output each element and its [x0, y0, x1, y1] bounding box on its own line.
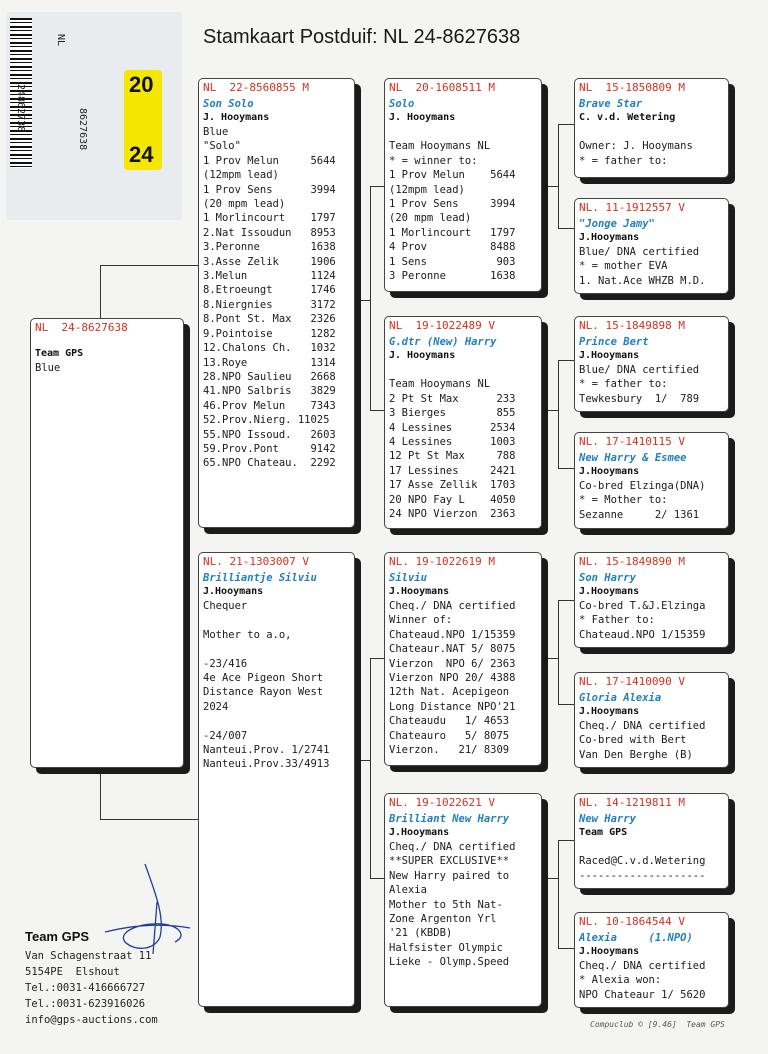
info-line: 1 Sens 903	[389, 255, 516, 268]
pigeon-name: Brave Star	[579, 98, 643, 110]
year-bottom: 24	[129, 142, 154, 167]
info-line	[389, 363, 537, 377]
ring-number: NL 20-1608511 M	[389, 81, 495, 94]
footer-address: Van Schagenstraat 11	[25, 950, 152, 962]
info-line: '21 (KBDB)	[389, 927, 453, 940]
info-line: **SUPER EXCLUSIVE**	[389, 855, 510, 868]
info-line: Team Hooymans NL	[389, 378, 491, 391]
info-line: Raced@C.v.d.Wetering	[579, 855, 706, 868]
pigeon-card-dd	[384, 793, 542, 1007]
info-line: Nanteui.Prov.33/4913	[203, 758, 330, 771]
info-line: Cheq./ DNA certified	[389, 600, 516, 612]
footer-phone-2: Tel.:0031-623916026	[25, 998, 146, 1010]
owner: J.Hooymans	[579, 706, 640, 717]
info-line: Mother to 5th Nat-	[389, 898, 503, 911]
info-lines	[579, 840, 724, 883]
owner: C. v.d. Wetering	[579, 112, 676, 123]
info-lines	[579, 599, 724, 642]
pigeon-name: Alexia (1.NPO)	[579, 932, 693, 944]
pigeon-name: Silviu	[389, 572, 427, 584]
info-lines	[579, 959, 724, 1002]
ring-number: NL 19-1022489 V	[389, 319, 495, 332]
color: Blue	[35, 362, 61, 374]
pigeon-card-sds	[574, 316, 729, 412]
ring-number: NL 22-8560855 M	[203, 81, 309, 94]
info-line: Cheq./ DNA certified	[389, 841, 516, 853]
info-line: * = father to:	[579, 154, 668, 167]
info-line: 2.Nat Issoudun 8953	[203, 226, 336, 239]
pigeon-name: Brilliant New Harry	[389, 813, 510, 825]
pigeon-card-sire	[198, 78, 355, 528]
pigeon-name: New Harry	[579, 813, 636, 825]
info-line: 9.Pointoise 1282	[203, 327, 336, 340]
info-line: * Father to:	[579, 614, 655, 627]
info-line: 1 Morlincourt 1797	[203, 212, 336, 225]
owner: J.Hooymans	[389, 827, 450, 838]
owner: J. Hooymans	[389, 350, 456, 361]
info-lines	[579, 125, 724, 168]
info-lines	[389, 599, 537, 757]
info-line: 4 Prov 8488	[389, 241, 516, 254]
pigeon-card-sdd	[574, 432, 729, 529]
pigeon-name: Son Solo	[203, 98, 254, 110]
info-line: Co-bred with Bert	[579, 734, 687, 747]
info-line: Co-bred Elzinga(DNA)	[579, 480, 706, 492]
info-line: 41.NPO Salbris 3829	[203, 385, 336, 398]
year-top: 20	[129, 72, 154, 97]
footer-company-name: Team GPS	[25, 929, 90, 944]
ring-number: NL. 19-1022621 V	[389, 796, 495, 809]
info-lines	[579, 479, 724, 522]
info-line: 3.Asse Zelik 1906	[203, 255, 336, 268]
owner: J. Hooymans	[389, 112, 456, 123]
ring-number: NL. 17-1410115 V	[579, 435, 685, 448]
info-line: 2024	[203, 700, 229, 713]
info-line	[579, 125, 724, 139]
info-line: Chateaudu 1/ 4653	[389, 715, 510, 728]
owner: J.Hooymans	[579, 350, 640, 361]
page-title: Stamkaart Postduif: NL 24-8627638	[203, 26, 521, 48]
info-line: Team Hooymans NL	[389, 140, 491, 153]
info-line: 65.NPO Chateau. 2292	[203, 457, 336, 470]
info-line: * Alexia won:	[579, 974, 662, 987]
info-line: New Harry paired to	[389, 869, 510, 882]
pigeon-card-ds	[384, 552, 542, 766]
pigeon-name: Brilliantje Silviu	[203, 572, 317, 584]
owner: J.Hooymans	[579, 466, 640, 477]
footer-city: 5154PE Elshout	[25, 966, 120, 978]
info-line: 1 Prov Sens 3994	[389, 198, 516, 211]
ring-number: NL. 15-1849890 M	[579, 555, 685, 568]
owner: J.Hooymans	[389, 586, 450, 597]
info-line: "Solo"	[203, 140, 241, 153]
owner: J. Hooymans	[203, 112, 270, 123]
owner: J.Hooymans	[203, 586, 264, 597]
label-ring-vertical: 24862738	[15, 84, 26, 133]
info-line: -23/416	[203, 657, 248, 670]
info-line: Blue	[203, 126, 229, 138]
pigeon-name: G.dtr (New) Harry	[389, 336, 497, 348]
info-line: (12mpm lead)	[389, 183, 465, 196]
info-line: Blue/ DNA certified	[579, 364, 700, 376]
ring-number: NL. 11-1912557 V	[579, 201, 685, 214]
info-line: 17 Asse Zellik 1703	[389, 479, 516, 492]
info-line: 3.Melun 1124	[203, 270, 336, 283]
info-lines	[389, 363, 537, 521]
info-line: 59.Prov.Pont 9142	[203, 442, 336, 455]
info-line: Sezanne 2/ 1361	[579, 508, 700, 521]
owner: Team GPS	[579, 827, 628, 838]
info-line: Chateaud.NPO 1/15359	[389, 628, 516, 641]
info-line: Co-bred T.&J.Elzinga	[579, 600, 706, 612]
pigeon-name: Gloria Alexia	[579, 692, 662, 704]
info-line: Nanteui.Prov. 1/2741	[203, 744, 330, 757]
info-line: 24 NPO Vierzon 2363	[389, 508, 516, 521]
info-line: Lieke - Olymp.Speed	[389, 956, 510, 969]
info-line: 3 Bierges 855	[389, 407, 516, 420]
ring-number: NL 24-8627638	[35, 321, 128, 334]
pigeon-card-subject	[30, 318, 184, 768]
info-line: * = father to:	[579, 378, 668, 391]
info-line: 1. Nat.Ace WHZB M.D.	[579, 274, 706, 287]
pigeon-card-dam	[198, 552, 355, 1007]
info-lines	[389, 840, 537, 970]
info-line: Van Den Berghe (B)	[579, 748, 693, 761]
pigeon-name: Prince Bert	[579, 336, 649, 348]
ring-number: NL. 14-1219811 M	[579, 796, 685, 809]
owner: J.Hooymans	[579, 232, 640, 243]
info-line: 4 Lessines 2534	[389, 421, 516, 434]
info-line: 3.Peronne 1638	[203, 241, 336, 254]
pigeon-name: Solo	[389, 98, 415, 110]
info-line: 12 Pt St Max 788	[389, 450, 516, 463]
info-line: (12mpm lead)	[203, 169, 279, 182]
software-credit: Compuclub © [9.46] Team GPS	[590, 1020, 725, 1029]
ring-number: NL. 10-1864544 V	[579, 915, 685, 928]
info-line: Cheq./ DNA certified	[579, 720, 706, 732]
info-line: 4 Lessines 1003	[389, 436, 516, 449]
info-line: -24/007	[203, 729, 248, 742]
pigeon-name: New Harry & Esmee	[579, 452, 687, 464]
ring-number: NL. 21-1303007 V	[203, 555, 309, 568]
info-line: 8.Etroeungt 1746	[203, 284, 336, 297]
info-line: 1 Morlincourt 1797	[389, 226, 516, 239]
info-line: 1 Prov Melun 5644	[203, 154, 336, 167]
info-lines	[579, 245, 724, 288]
info-line: * = winner to:	[389, 154, 478, 167]
info-line	[389, 125, 537, 139]
info-line: 1 Prov Melun 5644	[389, 169, 516, 182]
info-lines	[579, 363, 724, 406]
info-line: Halfsister Olympic	[389, 941, 503, 954]
pigeon-card-dsd	[574, 672, 729, 768]
ring-number: NL. 15-1849898 M	[579, 319, 685, 332]
info-lines	[579, 719, 724, 762]
info-line	[203, 642, 350, 656]
info-line: 52.Prov.Nierg. 11025	[203, 414, 330, 427]
info-line: Zone Argenton Yrl	[389, 913, 497, 926]
info-line: Chateaud.NPO 1/15359	[579, 628, 706, 641]
info-line: Vierzon NPO 20/ 4388	[389, 672, 516, 685]
info-line	[579, 840, 724, 854]
signature	[95, 862, 195, 958]
info-line: 12th Nat. Acepigeon	[389, 686, 510, 699]
info-line: Alexia	[389, 884, 427, 897]
footer-email[interactable]: info@gps-auctions.com	[25, 1014, 158, 1026]
info-line: Owner: J. Hooymans	[579, 140, 693, 153]
ring-number: NL 15-1850809 M	[579, 81, 685, 94]
info-line: --------------------	[579, 869, 706, 882]
pigeon-card-ssd	[574, 198, 729, 294]
pigeon-card-dds	[574, 793, 729, 889]
footer-phone-1: Tel.:0031-416666727	[25, 982, 146, 994]
info-line: 3 Peronne 1638	[389, 270, 516, 283]
info-line: 13.Roye 1314	[203, 356, 336, 369]
info-line: Mother to a.o,	[203, 628, 292, 641]
info-lines	[389, 125, 537, 283]
info-line: * = mother EVA	[579, 260, 668, 273]
info-line: Blue/ DNA certified	[579, 246, 700, 258]
pigeon-name: Son Harry	[579, 572, 636, 584]
info-lines	[203, 599, 350, 772]
info-line: Vierzon NPO 6/ 2363	[389, 657, 516, 670]
pigeon-card-ss	[384, 78, 542, 292]
info-line	[203, 714, 350, 728]
label-small-number: 8627638	[77, 108, 88, 151]
owner: Team GPS	[35, 348, 84, 359]
info-line: Chateauro 5/ 8075	[389, 729, 510, 742]
info-line: Long Distance NPO'21	[389, 700, 516, 713]
pigeon-card-sss	[574, 78, 729, 178]
info-line: 55.NPO Issoud. 2603	[203, 428, 336, 441]
info-line: Vierzon. 21/ 8309	[389, 744, 510, 757]
info-line	[203, 613, 350, 627]
info-line: 8.Pont St. Max 2326	[203, 313, 336, 326]
info-line: (20 mpm lead)	[389, 212, 472, 225]
info-line: 20 NPO Fay L 4050	[389, 493, 516, 506]
info-line: 2 Pt St Max 233	[389, 392, 516, 405]
info-line: (20 mpm lead)	[203, 198, 286, 211]
owner: J.Hooymans	[579, 586, 640, 597]
pigeon-name: "Jonge Jamy"	[579, 218, 655, 230]
info-line: 12.Chalons Ch. 1032	[203, 342, 336, 355]
info-line: 4e Ace Pigeon Short	[203, 672, 324, 685]
info-line: Tewkesbury 1/ 789	[579, 392, 700, 405]
info-line: * = Mother to:	[579, 494, 668, 507]
label-country: NL	[55, 34, 66, 47]
info-line: Chequer	[203, 600, 248, 612]
info-line: Chateaur.NAT 5/ 8075	[389, 643, 516, 656]
ring-number: NL. 17-1410090 V	[579, 675, 685, 688]
pigeon-card-dss	[574, 552, 729, 648]
info-lines	[203, 125, 350, 471]
pigeon-card-ddd	[574, 912, 729, 1008]
info-line: 1 Prov Sens 3994	[203, 183, 336, 196]
info-line: Winner of:	[389, 614, 453, 627]
pigeon-card-sd	[384, 316, 542, 529]
info-line: 28.NPO Saulieu 2668	[203, 370, 336, 383]
info-line: 17 Lessines 2421	[389, 464, 516, 477]
ring-number: NL. 19-1022619 M	[389, 555, 495, 568]
info-line: 8.Niergnies 3172	[203, 298, 336, 311]
info-line: NPO Chateaur 1/ 5620	[579, 988, 706, 1001]
info-line: 46.Prov Melun 7343	[203, 399, 336, 412]
owner: J.Hooymans	[579, 946, 640, 957]
info-line: Distance Rayon West	[203, 686, 324, 699]
info-line: Cheq./ DNA certified	[579, 960, 706, 972]
ring-label-sticker	[6, 12, 182, 220]
